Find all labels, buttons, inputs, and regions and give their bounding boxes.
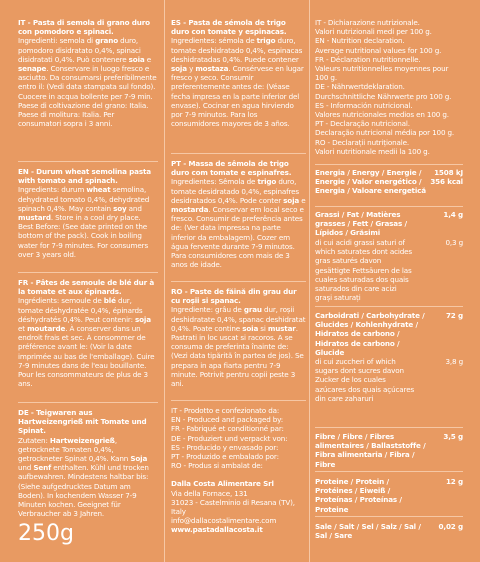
nutrition-heading-line: Declaração nutricional média por 100 g. [315,128,455,138]
nutrition-value: 356 kcal [430,177,463,186]
producer-line: RO - Produs si ambalat de: [171,461,263,471]
lang-title: DE - Teigwaren aus Hartweizengrieß mit Tomate und Spinat. [18,408,147,436]
nutrition-value: 1,4 g [443,210,463,219]
nutrition-label: Proteine / Protein / Protéines / Eiweiß / Proteínas / Proteínas / Proteine [315,477,402,514]
nutrition-label: Grassi / Fat / Matières grasses / Fett / Grasas / Lípidos / Grăsimi [315,210,407,238]
lang-title: RO - Paste de făină din grau dur cu roșii si spanac. [171,287,297,306]
nutrition-heading-line: Valori nutritionale medii la 100 g. [315,146,430,156]
email-text: info@dallacostalimentare.com [171,516,277,526]
website-text: www.pastadallacosta.it [171,525,263,535]
lang-body: Ingredientes: Sêmola de trigo duro, tomate desidratado 0,4%, espinafres desidratados 0,4%. Pode conter soja e mostarda. Conservar em local seco e fresco. Consumir de preferência antes de: (Ver data impressa na parte inferior da embalagem). Cozer em água fervente durante 7-9 minutos. Para consumidores com mais de 3 anos de idade. [171,177,306,270]
nutrition-value: 12 g [445,477,463,486]
nutrition-value: 3,5 g [443,432,463,441]
producer-line: PT - Produzido e embalado por: [171,452,279,462]
address-line: Via della Fornace, 131 [171,488,248,498]
lang-body: Ingredients: durum wheat semolina, dehydrated tomato 0,4%, dehydrated spinach 0,4%. May contain soy and mustard. Store in a cool dry place. Best Before: (See date printed on the bottom of the pack). Cook in boiling water for 7-9 minutes. For consumers over 3 years old. [18,185,150,259]
producer-line: IT - Prodotto e confezionato da: [171,406,280,415]
lang-body: Ingrediente: grâu de grau dur, roșii deshidratate 0,4%, spanac deshidratat 0,4%. Poate contine soia si mustar. Pastrati in loc uscat si racoros. A se consuma de preferinta înainte de: (Vezi data tipărită în partea de jos). Se prepara in apa fiarta pentru 7-9 minute. Potrivit pentru copii peste 3 ani. [171,305,306,389]
section-divider [315,164,463,165]
section-divider [18,161,158,162]
nutrition-heading-line: Valeurs nutritionnelles moyennes pour 100 g. [315,64,449,83]
column-divider [164,0,165,562]
lang-title: IT - Pasta di semola di grano duro con pomodoro e spinaci. [18,18,150,37]
nutrition-heading-line: FR - Déclaration nutritionnelle. [315,54,421,64]
nutrition-subvalue: 3,8 g [445,357,463,366]
lang-block-es [171,18,306,128]
nutrition-heading-line: RO - Declarații nutriționale. [315,137,409,147]
address-line: 31023 - Castelminio di Resana (TV), Italy [171,497,295,517]
section-divider [315,471,463,472]
lang-block-it [18,18,158,128]
section-divider [315,427,463,428]
nutrition-row-protein [315,477,463,517]
nutrition-heading-line: EN - Nutrition declaration. [315,36,405,46]
lang-body: Ingredienti: semola di grano duro, pomodoro disidratato 0,4%, spinaci disidratati 0,4%. Può contenere soia e senape. Conservare in luogo fresco e asciutto. Da consumarsi preferibilmente entro il: (Vedi data stampata sul fondo). Cuocere in acqua bollente per 7-9 min. Paese di coltivazione del grano: Italia. Paese di molitura: Italia. Per consumatori sopra i 3 anni. [18,36,157,129]
section-divider [315,516,463,517]
nutrition-row-fat [315,210,463,306]
nutrition-heading-line: ES - Información nutricional. [315,100,413,110]
column-divider [309,0,310,562]
producer-line: EN - Produced and packaged by: [171,415,284,425]
section-divider [18,272,158,273]
lang-block-ro [171,287,306,388]
section-divider [315,206,463,207]
section-divider [171,400,306,401]
nutrition-label: Sale / Salt / Sel / Salz / Sal / Sal / Sare [315,522,421,541]
section-divider [171,153,306,154]
nutrition-label: Energia / Energy / Energie / Energie / Valor energético / Energia / Valoare energetică [315,168,426,196]
section-divider [18,402,158,403]
nutrition-value: 0,02 g [438,522,463,531]
nutrition-value: 72 g [445,311,463,320]
nutrition-heading-line: Durchschnittliche Nährwerte pro 100 g. [315,91,452,101]
lang-title: FR - Pâtes de semoule de blé dur à la tomate et aux épinards. [18,278,155,297]
nutrition-value: 1508 kJ [434,168,463,177]
nutrition-subvalue: 0,3 g [445,238,463,247]
lang-title: ES - Pasta de sémola de trigo duro con tomate y espinacas. [171,18,287,37]
lang-block-en [18,167,158,259]
nutrition-label: Carboidrati / Carbohydrate / Glucides / Kohlenhydrate / Hidratos de carbono / Hidratos de carbono / Glucide [315,311,425,357]
nutrition-row-energy [315,168,463,208]
nutrition-label: Fibre / Fibre / Fibres alimentaires / Ballaststoffe / Fibra alimentaria / Fibra / Fibre [315,432,426,469]
producer-line: ES - Producido y envasado por: [171,442,279,452]
lang-body: Ingredientes: sémola de trigo duro, tomate deshidratado 0,4%, espinacas deshidratadas 0,4%. Puede contener soja y mostaza. Consérvese en lugar fresco y seco. Consumir preferentemente antes de: (Véase fecha impresa en la parte inferior del envase). Cocinar en agua hirviendo por 7-9 minutos. Para los consumidores mayores de 3 años. [171,36,304,129]
nutrition-row-carbohydrate [315,311,463,429]
lang-block-de [18,408,158,518]
nutrition-heading-line: IT - Dichiarazione nutrizionale. [315,18,420,27]
nutrition-row-salt [315,522,463,546]
nutrition-row-fibre [315,432,463,472]
lang-title: PT - Massa de sêmola de trigo duro com tomate e espinafres. [171,159,292,178]
nutrition-heading-line: Valori nutrizionali medi per 100 g. [315,27,432,37]
lang-body: Zutaten: Hartweizengrieß, getrocknete Tomaten 0,4%, getrockneter Spinat 0,4%. Kann Soja und Senf enthalten. Kühl und trocken aufbewahren. Mindestens haltbar bis: (Siehe aufgedrucktes Datum am Boden). In kochendem Wasser 7-9 Minuten kochen. Geeignet für Verbraucher ab 3 Jahren. [18,435,149,519]
section-divider [171,281,306,282]
nutrition-sublabel: di cui acidi grassi saturi of which saturates dont acides gras saturés davon gesättigte Fettsäuren de las cuales saturadas dos quais saturados din care acizi grași saturați [315,238,413,303]
producer-line: DE - Produziert und verpackt von: [171,433,288,443]
nutrition-heading-line: DE - Nährwertdeklaration. [315,82,405,92]
lang-block-pt [171,159,306,269]
nutrition-heading-line: Average nutritional values for 100 g. [315,45,442,55]
net-weight: 250g [18,521,74,546]
nutrition-sublabel: di cui zuccheri of which sugars dont sucres davon Zucker de los cuales azúcares dos quais açúcares din care zaharuri [315,357,415,403]
producer-line: FR - Fabriqué et conditionné par: [171,424,284,434]
lang-body: Ingrédients: semoule de blé dur, tomate déshydratée 0,4%, épinards déshydratés 0,4%. Peut contenir: soja et moutarde. À conserver dans un endroit frais et sec. À consommer de préférence avant le: (Voir la date imprimée au bas de l'emballage). Cuire 7-9 minutes dans de l'eau bouillante. Pour les consommateurs de plus de 3 ans. [18,296,155,389]
nutrition-heading-line: Valores nutricionales medios en 100 g. [315,110,449,120]
section-divider [315,306,463,307]
producer-block [171,406,306,535]
lang-title: EN - Durum wheat semolina pasta with tomato and spinach. [18,167,151,186]
nutrition-heading [315,18,463,156]
lang-block-fr [18,278,158,388]
brand-name: Dalla Costa Alimentare Srl [171,479,274,489]
nutrition-heading-line: PT - Declaração nutricional. [315,119,410,129]
